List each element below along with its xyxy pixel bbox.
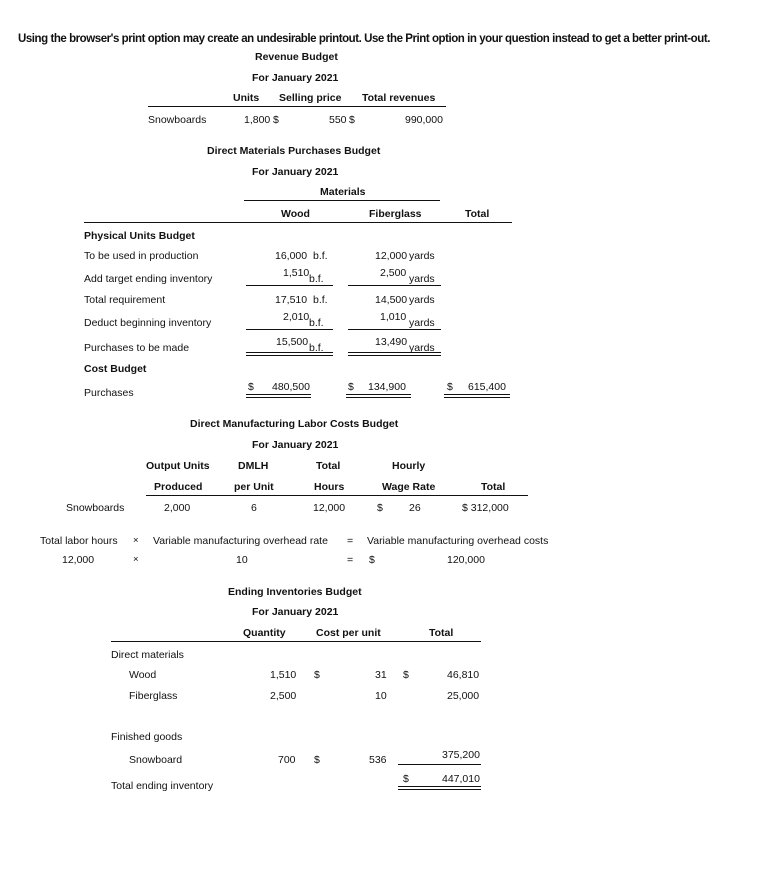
ending-fiberglass-qty: 2,500 [270,690,297,702]
revenue-header-units: Units [233,92,260,104]
overhead-equals-symbol: = [347,535,354,547]
labor-dmlh: 6 [251,502,257,514]
dm-wood-subtotal-rule [246,329,333,330]
dm-purchases-dollar: $ [248,381,254,393]
labor-header-hours: Hours [314,481,345,493]
dm-wood-value: 2,010 [283,311,310,323]
dm-row-label: Purchases to be made [84,342,190,354]
dm-fg-subtotal-rule [348,329,441,330]
ending-fg-label: Finished goods [111,731,183,743]
ending-title: Ending Inventories Budget [228,586,362,598]
overhead-times-symbol: × [133,554,139,565]
dm-section-physical: Physical Units Budget [84,230,195,242]
revenue-row-label: Snowboards [148,114,207,126]
dm-fg-unit: yards [409,273,435,285]
ending-total-label: Total ending inventory [111,780,214,792]
revenue-total: 990,000 [405,114,443,126]
ending-fiberglass-total: 25,000 [447,690,480,702]
dm-wood-value: 1,510 [283,267,310,279]
dm-purchases-fiberglass: 134,900 [368,381,406,393]
labor-period: For January 2021 [252,439,339,451]
dm-wood-unit: b.f. [313,294,328,306]
ending-snowboard-qty: 700 [278,754,296,766]
labor-header-wage: Hourly [392,460,426,472]
dm-fg-unit: yards [409,317,435,329]
dm-purchases-dollar: $ [447,381,453,393]
overhead-times-symbol: × [133,535,139,546]
revenue-dollar-2: $ [349,114,355,126]
ending-dm-label: Direct materials [111,649,184,661]
labor-header-output: Output Units [146,460,210,472]
ending-wood-cost: 31 [375,669,387,681]
overhead-dollar: $ [369,554,375,566]
ending-header-qty: Quantity [243,627,286,639]
labor-header-rule [146,495,528,496]
labor-header-wage: Wage Rate [382,481,436,493]
labor-dollar: $ [377,502,383,514]
ending-wood-qty: 1,510 [270,669,297,681]
dm-wood-subtotal-rule [246,285,333,286]
ending-fiberglass-cost: 10 [375,690,387,702]
overhead-hours: 12,000 [62,554,95,566]
ending-total-dollar: $ [403,773,409,785]
revenue-title: Revenue Budget [255,51,338,63]
ending-snowboard-cost: 536 [369,754,387,766]
overhead-rate: 10 [236,554,248,566]
revenue-dollar-1: $ [273,114,279,126]
labor-output: 2,000 [164,502,191,514]
dm-row-label: Deduct beginning inventory [84,317,212,329]
ending-snowboard-total: 375,200 [442,749,480,761]
dm-fg-value: 2,500 [380,267,407,279]
ending-subtotal-rule [398,764,481,765]
ending-header-total: Total [429,627,454,639]
dm-wood-unit: b.f. [309,273,324,285]
dm-purchases-wood: 480,500 [272,381,310,393]
dm-section-cost: Cost Budget [84,363,147,375]
ending-header-cost: Cost per unit [316,627,381,639]
ending-fiberglass-label: Fiberglass [129,690,178,702]
dm-materials-rule [244,200,440,201]
dm-purchases-total-rule [444,394,510,398]
dm-fg-total-rule [348,352,441,356]
overhead-label-rate: Variable manufacturing overhead rate [153,535,328,547]
dm-wood-unit: b.f. [309,342,324,354]
dm-row-label: To be used in production [84,250,199,262]
ending-wood-total: 46,810 [447,669,480,681]
dm-row-label: Add target ending inventory [84,273,213,285]
dm-header-total: Total [465,208,490,220]
dm-header-rule [84,222,512,223]
print-notice: Using the browser's print option may create an undesirable printout. Use the Print option in your question instead to get a better print-out. [18,33,710,45]
labor-title: Direct Manufacturing Labor Costs Budget [190,418,399,430]
dm-fg-unit: yards [409,250,435,262]
dm-row-label: Total requirement [84,294,166,306]
labor-header-total: Total [481,481,506,493]
dm-fg-unit: yards [409,342,435,354]
labor-header-output: Produced [154,481,203,493]
ending-snowboard-label: Snowboard [129,754,183,766]
dm-fg-value: 14,500 [375,294,408,306]
ending-wood-label: Wood [129,669,157,681]
overhead-label-costs: Variable manufacturing overhead costs [367,535,549,547]
ending-wood-dollar: $ [314,669,320,681]
dm-materials-header: Materials [320,186,366,198]
revenue-price: 550 [329,114,347,126]
overhead-label-hours: Total labor hours [40,535,118,547]
ending-total-value: 447,010 [442,773,480,785]
dm-purchases-fg-rule [346,394,411,398]
overhead-equals-symbol: = [347,554,354,566]
revenue-units: 1,800 [244,114,271,126]
dm-header-wood: Wood [281,208,310,220]
revenue-header-rule [148,106,446,107]
overhead-costs: 120,000 [447,554,485,566]
dm-purchases-dollar: $ [348,381,354,393]
ending-total-rule [398,786,481,790]
dm-purchases-total: 615,400 [468,381,506,393]
ending-period: For January 2021 [252,606,339,618]
dm-purchases-wood-rule [246,394,311,398]
revenue-header-total: Total revenues [362,92,436,104]
labor-header-hours: Total [316,460,341,472]
dm-header-fiberglass: Fiberglass [369,208,422,220]
dm-wood-unit: b.f. [309,317,324,329]
dm-wood-value: 17,510 [275,294,308,306]
labor-header-dmlh: DMLH [238,460,269,472]
dm-fg-subtotal-rule [348,285,441,286]
labor-hours: 12,000 [313,502,346,514]
revenue-header-price: Selling price [279,92,342,104]
revenue-period: For January 2021 [252,72,339,84]
labor-wage: 26 [409,502,421,514]
dm-fg-value: 13,490 [375,336,408,348]
labor-row-label: Snowboards [66,502,125,514]
dm-fg-value: 12,000 [375,250,408,262]
dm-title: Direct Materials Purchases Budget [207,145,381,157]
ending-snowboard-dollar: $ [314,754,320,766]
dm-period: For January 2021 [252,166,339,178]
dm-fg-unit: yards [409,294,435,306]
ending-header-rule [111,641,481,642]
dm-wood-total-rule [246,352,333,356]
dm-fg-value: 1,010 [380,311,407,323]
dm-wood-value: 15,500 [276,336,309,348]
dm-wood-value: 16,000 [275,250,308,262]
labor-header-dmlh: per Unit [234,481,274,493]
dm-purchases-label: Purchases [84,387,134,399]
dm-wood-unit: b.f. [313,250,328,262]
ending-wood-dollar: $ [403,669,409,681]
labor-total: $ 312,000 [462,502,509,514]
